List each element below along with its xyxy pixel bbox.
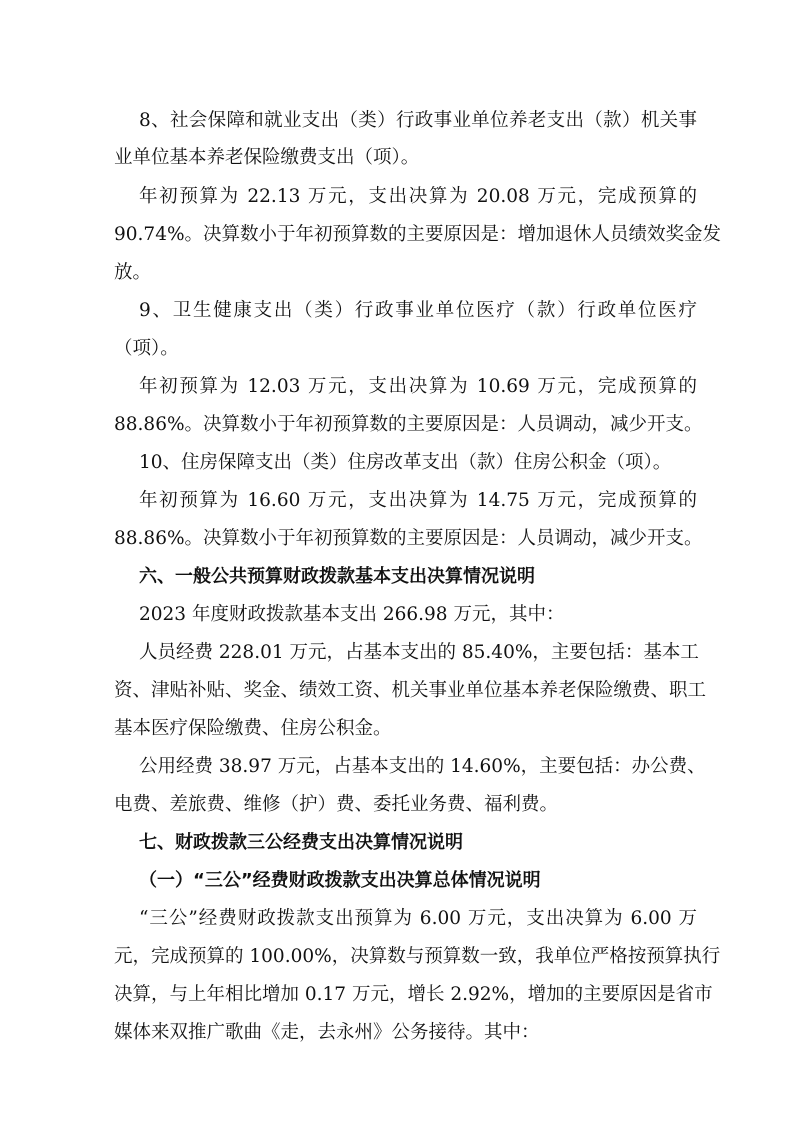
item-10-budget-line-2: 88.86%。决算数小于年初预算数的主要原因是：人员调动，减少开支。 [114,528,703,549]
three-public-line-2: 元，完成预算的 100.00%，决算数与预算数一致，我单位严格按预算执行 [114,946,721,967]
item-8-budget-line-2: 90.74%。决算数小于年初预算数的主要原因是：增加退休人员绩效奖金发 [114,224,722,245]
three-public-line-3: 决算，与上年相比增加 0.17 万元，增长 2.92%，增加的主要原因是省市 [114,984,713,1005]
item-9-budget-line-1: 年初预算为 12.03 万元，支出决算为 10.69 万元，完成预算的 [139,376,697,397]
section-6-heading: 六、一般公共预算财政拨款基本支出决算情况说明 [139,566,535,587]
section-7-heading: 七、财政拨款三公经费支出决算情况说明 [139,832,463,853]
public-cost-line-2: 电费、差旅费、维修（护）费、委托业务费、福利费。 [114,794,559,815]
personnel-cost-line-1: 人员经费 228.01 万元，占基本支出的 85.40%，主要包括：基本工 [139,642,699,663]
item-8-title-line-1: 8、社会保障和就业支出（类）行政事业单位养老支出（款）机关事 [139,110,697,131]
public-cost-line-1: 公用经费 38.97 万元，占基本支出的 14.60%，主要包括：办公费、 [139,756,706,777]
item-10-budget-line-1: 年初预算为 16.60 万元，支出决算为 14.75 万元，完成预算的 [139,490,697,511]
three-public-line-4: 媒体来双推广歌曲《走，去永州》公务接待。其中： [114,1022,540,1043]
item-10-title: 10、住房保障支出（类）住房改革支出（款）住房公积金（项）。 [139,452,672,473]
item-9-title-line-2: （项）。 [114,338,179,359]
section-6-total: 2023 年度财政拨款基本支出 266.98 万元，其中： [139,604,565,625]
three-public-line-1: “三公”经费财政拨款支出预算为 6.00 万元，支出决算为 6.00 万 [139,908,697,929]
item-8-title-line-2: 业单位基本养老保险缴费支出（项）。 [114,147,420,168]
personnel-cost-line-2: 资、津贴补贴、奖金、绩效工资、机关事业单位基本养老保险缴费、职工 [114,680,707,701]
section-7-subheading: （一）“三公”经费财政拨款支出决算总体情况说明 [139,870,541,891]
item-8-budget-line-1: 年初预算为 22.13 万元，支出决算为 20.08 万元，完成预算的 [139,186,697,207]
item-8-budget-line-3: 放。 [114,262,152,283]
personnel-cost-line-3: 基本医疗保险缴费、住房公积金。 [114,718,392,739]
item-9-title-line-1: 9、卫生健康支出（类）行政事业单位医疗（款）行政单位医疗 [139,300,697,321]
item-9-budget-line-2: 88.86%。决算数小于年初预算数的主要原因是：人员调动，减少开支。 [114,414,703,435]
